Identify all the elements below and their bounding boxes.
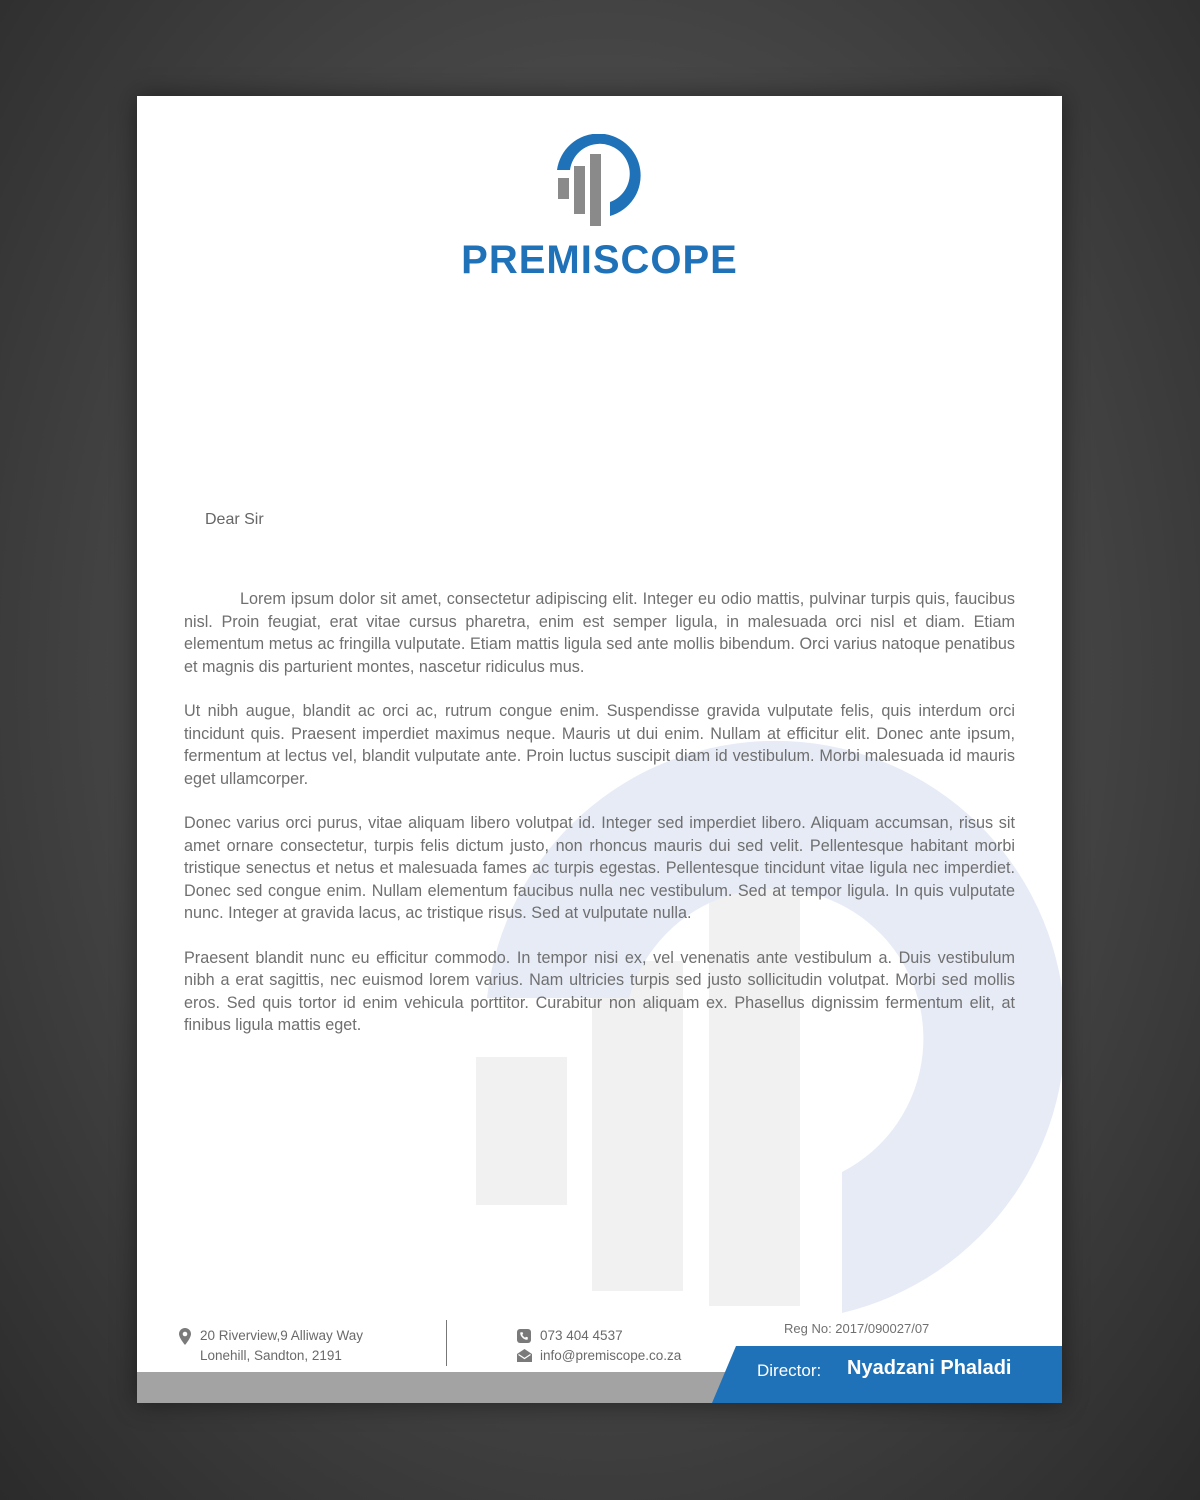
body-paragraph: Lorem ipsum dolor sit amet, consectetur adipiscing elit. Integer eu odio mattis, pulvinar turpis quis, faucibus nisl. Proin feugiat, erat vitae cursus pharetra, enim est semper ligula, in malesuada orci nisl et diam. Etiam elementum metus ac fringilla vulputate. Etiam mattis ligula sed ante mollis bibendum. Orci varius natoque penatibus et magnis dis parturient montes, nascetur ridiculus mus. xyxy=(184,590,1015,676)
email-row xyxy=(517,1346,681,1366)
salutation: Dear Sir xyxy=(205,511,264,528)
body-paragraph: Praesent blandit nunc eu efficitur commodo. In tempor nisi ex, vel venenatis ante vestibulum a. Duis vestibulum nibh a erat sagittis, nec euismod lorem varius. Nam ultricies turpis sed justo sollicitudin volutpat. Morbi sed mollis eros. Sed quis tortor id enim vehicula porttitor. Curabitur non aliquam ex. Phasellus dignissim fermentum elit, at finibus ligula mattis eget. xyxy=(184,948,1015,1034)
director-label: Director: xyxy=(757,1361,822,1380)
address-line-1: 20 Riverview,9 Alliway Way xyxy=(200,1328,364,1343)
address-line-2: Lonehill, Sandton, 2191 xyxy=(200,1348,342,1363)
letterhead-page xyxy=(137,96,1062,1403)
footer-contact xyxy=(517,1326,681,1366)
body-paragraph: Ut nibh augue, blandit ac orci ac, rutrum congue enim. Suspendisse gravida vulputate felis, quis interdum orci tincidunt quis. Praesent imperdiet maximus neque. Mauris ut dui enim. Nullam at efficitur elit. Donec ante ipsum, fermentum at lectus vel, blandit vulputate ante. Proin luctus suscipit diam id vestibulum. Morbi malesuada id mauris eget ullamcorper. xyxy=(184,702,1015,788)
registration-number: Reg No: 2017/090027/07 xyxy=(784,1321,930,1336)
envelope-icon xyxy=(517,1349,532,1362)
email-address[interactable]: info@premiscope.co.za xyxy=(540,1348,682,1363)
phone-icon xyxy=(517,1329,531,1343)
company-name: PREMISCOPE xyxy=(461,238,738,282)
logo-mark-icon xyxy=(555,134,645,232)
director-name: Nyadzani Phaladi xyxy=(847,1357,1012,1379)
phone-row xyxy=(517,1326,681,1346)
location-pin-icon xyxy=(179,1328,191,1345)
letter-body xyxy=(184,588,1015,1059)
body-paragraph: Donec varius orci purus, vitae aliquam libero volutpat id. Integer sed imperdiet libero. Aliquam accumsan, risus sit amet ornare consectetur, turpis felis dictum justo, non rhoncus mauris dui sed velit. Pellentesque habitant morbi tristique senectus et netus et malesuada fames ac turpis egestas. Pellentesque tincidunt vitae ligula nec imperdiet. Donec sed congue enim. Nullam elementum faucibus nulla nec vestibulum. Sed at tempor ligula. In quis vulputate nunc. Integer at gravida lacus, ac tristique risus. Sed at vulputate nulla. xyxy=(184,814,1015,922)
phone-number: 073 404 4537 xyxy=(540,1328,623,1343)
footer-address xyxy=(179,1326,363,1366)
footer-divider xyxy=(446,1320,447,1366)
company-logo xyxy=(137,134,1062,282)
